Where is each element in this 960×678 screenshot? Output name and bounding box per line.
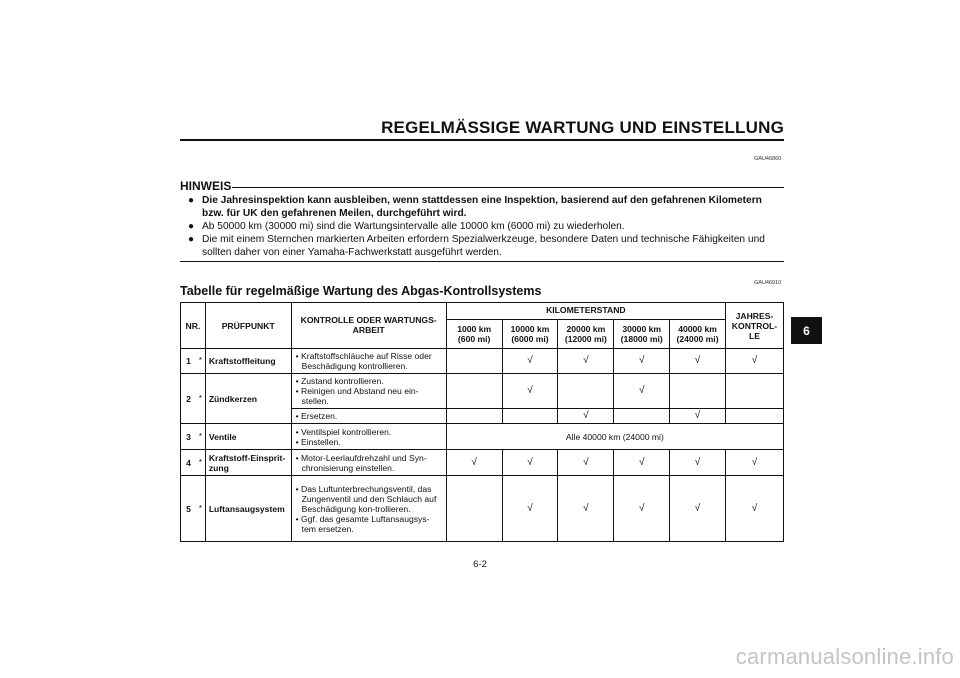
table-row bbox=[181, 424, 784, 450]
header-km: 30000 km (18000 mi) bbox=[614, 320, 670, 349]
bullet-icon: ● bbox=[188, 221, 195, 232]
check-item: Zündkerzen bbox=[205, 374, 291, 424]
asterisk-marker: * bbox=[196, 374, 205, 424]
header-nr: NR. bbox=[181, 303, 206, 349]
empty-cell bbox=[446, 374, 502, 409]
check-mark: √ bbox=[670, 409, 726, 424]
work-cell bbox=[291, 409, 446, 424]
work-cell bbox=[291, 374, 446, 409]
work-item: • Zustand kontrollieren. bbox=[295, 376, 443, 386]
notice-heading: HINWEIS bbox=[180, 179, 232, 193]
check-mark: √ bbox=[725, 349, 783, 374]
check-mark: √ bbox=[558, 476, 614, 542]
check-item: Luftansaugsystem bbox=[205, 476, 291, 542]
interval-text: Alle 40000 km (24000 mi) bbox=[446, 424, 783, 450]
row-number: 4 bbox=[181, 450, 197, 476]
table-row bbox=[181, 476, 784, 542]
empty-cell bbox=[670, 374, 726, 409]
row-number: 5 bbox=[181, 476, 197, 542]
check-mark: √ bbox=[502, 476, 558, 542]
table-row bbox=[181, 374, 784, 409]
check-mark: √ bbox=[670, 476, 726, 542]
table-row bbox=[181, 349, 784, 374]
work-item: • Einstellen. bbox=[295, 437, 443, 447]
check-mark: √ bbox=[558, 450, 614, 476]
footer-watermark: carmanualsonline.info bbox=[735, 644, 954, 669]
empty-cell bbox=[558, 374, 614, 409]
empty-cell bbox=[725, 409, 783, 424]
notice-item: ● Die mit einem Sternchen markierten Arbeiten erfordern Spezialwerkzeuge, besondere Daten und technische Fähigkeiten und sollten daher von einer Yamaha-Fachwerkstatt ausgeführt werden. bbox=[188, 234, 765, 258]
header-km: 1000 km (600 mi) bbox=[446, 320, 502, 349]
check-item: Ventile bbox=[205, 424, 291, 450]
work-cell bbox=[291, 349, 446, 374]
check-mark: √ bbox=[502, 450, 558, 476]
header-km: 40000 km (24000 mi) bbox=[670, 320, 726, 349]
chapter-tab: 6 bbox=[791, 317, 822, 344]
row-number: 1 bbox=[181, 349, 197, 374]
notice-end-rule bbox=[180, 261, 784, 262]
work-cell bbox=[291, 424, 446, 450]
check-mark: √ bbox=[502, 349, 558, 374]
check-mark: √ bbox=[614, 476, 670, 542]
asterisk-marker: * bbox=[196, 349, 205, 374]
page-number: 6-2 bbox=[473, 559, 487, 570]
table-row bbox=[181, 450, 784, 476]
document-code: GAU46860 bbox=[754, 156, 782, 162]
work-item: • Ventilspiel kontrollieren. bbox=[295, 427, 443, 437]
work-item: • Ggf. das gesamte Luftansaugsys-tem ersetzen. bbox=[295, 514, 443, 534]
header-kilometerstand: KILOMETERSTAND bbox=[446, 303, 725, 320]
asterisk-marker: * bbox=[196, 450, 205, 476]
check-item: Kraftstoffleitung bbox=[205, 349, 291, 374]
check-mark: √ bbox=[725, 450, 783, 476]
work-item: • Das Luftunterbrechungsventil, das Zungenventil und den Schlauch auf Beschädigung kon-trollieren. bbox=[295, 484, 443, 514]
notice-rule bbox=[232, 187, 784, 188]
header-jahres: JAHRES- KONTROL- LE bbox=[725, 303, 783, 349]
work-item: • Ersetzen. bbox=[295, 411, 443, 421]
work-cell bbox=[291, 450, 446, 476]
work-item: • Reinigen und Abstand neu ein-stellen. bbox=[295, 386, 443, 406]
check-item: Kraftstoff-Einsprit-zung bbox=[205, 450, 291, 476]
notice-item: ● Ab 50000 km (30000 mi) sind die Wartungsintervalle alle 10000 km (6000 mi) zu wiederholen. bbox=[188, 221, 625, 232]
section-title: Tabelle für regelmäßige Wartung des Abgas-Kontrollsystems bbox=[180, 284, 542, 298]
asterisk-marker: * bbox=[196, 476, 205, 542]
page-title: REGELMÄSSIGE WARTUNG UND EINSTELLUNG bbox=[381, 118, 784, 137]
section-code: GAU46910 bbox=[754, 280, 782, 286]
check-mark: √ bbox=[558, 409, 614, 424]
check-mark: √ bbox=[446, 450, 502, 476]
maintenance-table bbox=[180, 302, 784, 542]
header-km: 20000 km (12000 mi) bbox=[558, 320, 614, 349]
check-mark: √ bbox=[670, 349, 726, 374]
header-km: 10000 km (6000 mi) bbox=[502, 320, 558, 349]
check-mark: √ bbox=[558, 349, 614, 374]
empty-cell bbox=[614, 409, 670, 424]
asterisk-marker: * bbox=[196, 424, 205, 450]
bullet-icon: ● bbox=[188, 195, 195, 206]
notice-item: ● Die Jahresinspektion kann ausbleiben, wenn stattdessen eine Inspektion, basierend auf den gefahrenen Kilometern bzw. für UK den gefahrenen Meilen, durchgeführt wird. bbox=[188, 195, 762, 219]
empty-cell bbox=[502, 409, 558, 424]
check-mark: √ bbox=[670, 450, 726, 476]
check-mark: √ bbox=[725, 476, 783, 542]
row-number: 3 bbox=[181, 424, 197, 450]
check-mark: √ bbox=[614, 450, 670, 476]
work-cell bbox=[291, 476, 446, 542]
title-rule bbox=[180, 139, 784, 141]
empty-cell bbox=[446, 349, 502, 374]
empty-cell bbox=[725, 374, 783, 409]
check-mark: √ bbox=[502, 374, 558, 409]
check-mark: √ bbox=[614, 349, 670, 374]
empty-cell bbox=[446, 476, 502, 542]
work-item: • Kraftstoffschläuche auf Risse oder Beschädigung kontrollieren. bbox=[295, 351, 443, 371]
row-number: 2 bbox=[181, 374, 197, 424]
header-pruefpunkt: PRÜFPUNKT bbox=[205, 303, 291, 349]
check-mark: √ bbox=[614, 374, 670, 409]
work-item: • Motor-Leerlaufdrehzahl und Syn-chronisierung einstellen. bbox=[295, 453, 443, 473]
empty-cell bbox=[446, 409, 502, 424]
header-kontrolle: KONTROLLE ODER WARTUNGS-ARBEIT bbox=[291, 303, 446, 349]
bullet-icon: ● bbox=[188, 234, 195, 245]
